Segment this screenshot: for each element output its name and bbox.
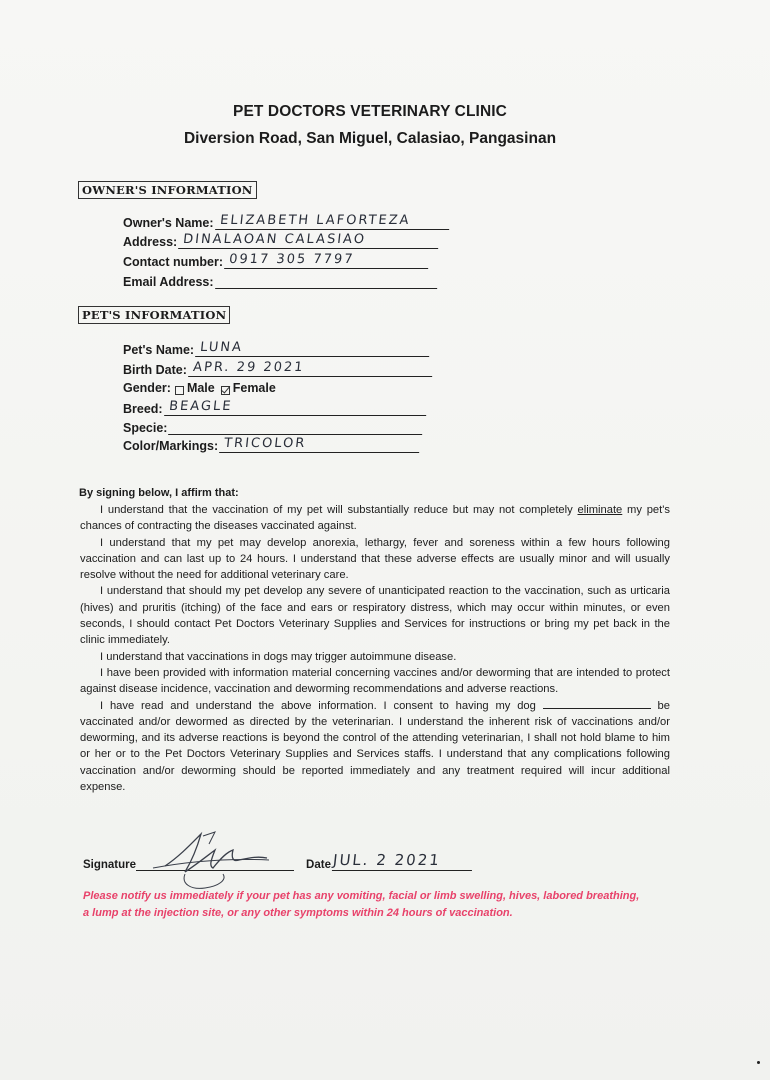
pet-section-title: PET'S INFORMATION	[78, 306, 230, 324]
owner-name-field[interactable]	[123, 213, 450, 230]
owner-name-label: Owner's Name:	[123, 216, 214, 230]
breed-field[interactable]	[123, 399, 427, 416]
affirmation-paragraph: I have been provided with information material concerning vaccines and/or deworming that are intended to protect against disease incidence, vaccination and deworming recommendations and adverse reactions.	[80, 666, 670, 696]
underlined-word: eliminate	[577, 504, 623, 516]
dog-name-blank[interactable]	[543, 698, 651, 709]
color-markings-value[interactable]: TRICOLOR	[219, 436, 421, 453]
gender-label: Gender:	[123, 381, 171, 395]
address-label: Address:	[123, 235, 178, 249]
color-markings-field[interactable]	[123, 436, 420, 453]
affirmation-paragraph	[80, 502, 670, 535]
owner-section-title: OWNER'S INFORMATION	[78, 181, 257, 199]
clinic-address: Diversion Road, San Miguel, Calasiao, Pangasinan	[183, 130, 557, 147]
male-label: Male	[186, 381, 215, 395]
affirmation-paragraph	[80, 698, 670, 796]
pet-name-value[interactable]: LUNA	[195, 340, 431, 357]
date-label: Date	[306, 859, 331, 871]
contact-value[interactable]: 0917 305 7797	[224, 252, 430, 269]
breed-label: Breed:	[123, 402, 163, 416]
signature-row	[83, 850, 473, 871]
color-markings-label: Color/Markings:	[123, 439, 219, 453]
address-value[interactable]: DINALAOAN CALASIAO	[178, 232, 440, 249]
female-checkbox[interactable]	[221, 386, 230, 395]
affirmation-body	[80, 502, 670, 795]
birth-date-value[interactable]: APR. 29 2021	[188, 360, 434, 377]
birth-date-field[interactable]	[123, 360, 433, 377]
affirmation-paragraph: I understand that should my pet develop any severe of unanticipated reaction to the vaccination, such as urticaria (hives) and pruritis (itching) of the face and ears or respiratory distress, which may occur within minutes, or even seconds, I should contact Pet Doctors Veterinary Supplies and Services for instructions or bring my pet back in the clinic immediately.	[80, 585, 670, 647]
address-field[interactable]	[123, 232, 439, 249]
warning-notice: Please notify us immediately if your pet has any vomiting, facial or limb swelling, hives, labored breathing, a lump at the injection site, or any other symptoms within 24 hours of vaccination.	[83, 890, 640, 919]
pet-name-label: Pet's Name:	[123, 343, 195, 357]
specie-value[interactable]	[169, 418, 425, 435]
scan-mark	[757, 1061, 760, 1064]
paragraph-text: I understand that the vaccination of my pet will substantially reduce but may not completely	[100, 504, 578, 516]
pet-name-field[interactable]	[123, 340, 430, 357]
email-label: Email Address:	[123, 275, 214, 289]
specie-field[interactable]	[123, 418, 423, 435]
owner-name-value[interactable]: ELIZABETH LAFORTEZA	[215, 213, 451, 230]
affirmation-paragraph: I understand that vaccinations in dogs may trigger autoimmune disease.	[100, 650, 457, 663]
paragraph-text: my pet's chances of contracting the diseases vaccinated against.	[80, 504, 670, 533]
male-checkbox[interactable]	[175, 386, 184, 395]
contact-label: Contact number:	[123, 255, 223, 269]
paragraph-text: be vaccinated and/or dewormed as directed by the veterinarian. I understand the inherent risk of vaccinations and/or deworming, and its adverse reactions is beyond the control of the attending veterinarian, I shall not hold blame to him or her or to the Pet Doctors Veterinary Supplies and Services staffs. I understand that any complications following vaccination and/or deworming should be reported immediately and any treatment required will incur additional expense.	[80, 699, 670, 794]
birth-date-label: Birth Date:	[123, 363, 187, 377]
specie-label: Specie:	[123, 421, 168, 435]
gender-field	[123, 381, 276, 395]
clinic-name: PET DOCTORS VETERINARY CLINIC	[233, 103, 507, 120]
breed-value[interactable]: BEAGLE	[164, 399, 428, 416]
signature-label: Signature	[83, 859, 137, 871]
paragraph-text: I have read and understand the above information. I consent to having my dog	[100, 699, 543, 712]
date-value[interactable]: JUL. 2 2021	[332, 850, 474, 871]
email-value[interactable]	[215, 272, 439, 289]
email-field[interactable]	[123, 272, 438, 289]
affirmation-paragraph: I understand that my pet may develop anorexia, lethargy, fever and soreness within a few hours following vaccination and can last up to 24 hours. I understand that these adverse effects are usually minor and will usually resolve without the need for additional veterinary care.	[80, 536, 670, 582]
affirmation-heading: By signing below, I affirm that:	[79, 487, 239, 499]
female-label: Female	[232, 381, 276, 395]
contact-field[interactable]	[123, 252, 429, 269]
handwritten-signature	[145, 828, 275, 894]
